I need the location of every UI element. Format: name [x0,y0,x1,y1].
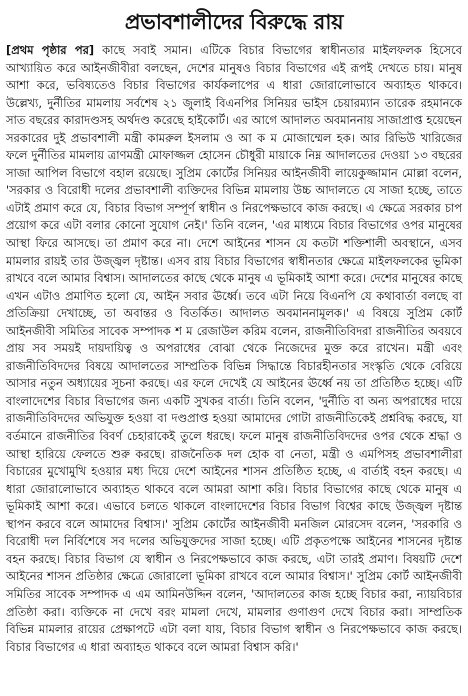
article-body [6,42,462,656]
article-paragraph [6,42,462,656]
article-headline: প্রভাবশালীদের বিরুদ্ধে রায় [124,10,344,34]
continued-from-label: [প্রথম পৃষ্ঠার পর] [6,43,95,57]
paragraph-text: কাছে সবাই সমান। এটিকে বিচার বিভাগের স্বাধীনতার মাইলফলক হিসেবে আখ্যায়িত করে আইনজীবীরা বলছেন, দেশের মানুষও বিচার বিভাগের এই রূপই দেখতে চায়। মানুষ আশা করে, ভবিষ্যতেও বিচার বিভাগের কার্যকলাপের এ ধারা জোরালোভাবে অব্যাহত থাকবে। উল্লেখ্য, দুর্নীতির মামলায় সর্বশেষ ২১ জুলাই বিএনপির সিনিয়র ভাইস চেয়ারম্যান তারেক রহমানকে সাত বছরের কারাদণ্ডসহ অর্থদণ্ড করেছে হাইকোর্ট। এর আগে আদালত অবমাননায় সাজাপ্রাপ্ত হয়েছেন সরকারের দুই প্রভাবশালী মন্ত্রী কামরুল ইসলাম ও আ ক ম মোজাম্মেল হক। আর রিভিউ খারিজের ফলে দুর্নীতির মামলায় ত্রাণমন্ত্রী মোফাজ্জল হোসেন চৌধুরী মায়াকে নিম্ন আদালতের দেওয়া ১৩ বছরের সাজা আপিল বিভাগে বহাল রয়েছে। সুপ্রিম কোর্টের সিনিয়র আইনজীবী লায়েকুজ্জামান মোল্লা বলেন, 'সরকার ও বিরোধী দলের প্রভাবশালী ব্যক্তিদের বিভিন্ন মামলায় উচ্চ আদালতে যে সাজা হচ্ছে, তাতে এটাই প্রমাণ করে যে, বিচার বিভাগ সম্পূর্ণ স্বাধীন ও নিরপেক্ষভাবে কাজ করছে। এ ক্ষেত্রে সরকার চাপ প্রয়োগ করে এটা বলার কোনো সুযোগ নেই।' তিনি বলেন, 'এর মাধ্যমে বিচার বিভাগের ওপর মানুষের আস্থা ফিরে আসছে। তা প্রমাণ করে না। দেশে আইনের শাসন যে কতটা শক্তিশালী অবস্থানে, এসব মামলার রায়ই তার উজ্জ্বল দৃষ্টান্ত। এসব রায় বিচার বিভাগের স্বাধীনতার ক্ষেত্রে মাইলফলকের ভূমিকা রাখবে বলে আমার বিশ্বাস। আদালতের কাছে থেকে মানুষ এ ভূমিকাই আশা করে। দেশের মানুষের কাছে এখন এটাও প্রমাণিত হলো যে, আইন সবার ঊর্ধ্বে। তবে এটা নিয়ে বিএনপি যে কথাবার্তা বলছে বা প্রতিক্রিয়া দেখাচ্ছে, তা অবান্তর ও বিতর্কিত। আদালত অবমাননামূলক।' এ বিষয়ে সুপ্রিম কোর্ট আইনজীবী সমিতির সাবেক সম্পাদক শ ম রেজাউল করিম বলেন, রাজনীতিবিদরা রাজনীতির অবয়বে প্রায় সব সময়ই দায়দায়িত্ব ও অপরাধের বোঝা থেকে নিজেদের মুক্ত করে রাখেন। মন্ত্রী এবং রাজনীতিবিদদের বিষয়ে আদালতের সাম্প্রতিক বিভিন্ন সিদ্ধান্তে বিচারহীনতার সংস্কৃতি থেকে বেরিয়ে আসার নতুন অধ্যায়ের সূচনা করছে। এর ফলে দেখেই যে আইনের ঊর্ধ্বে নয় তা প্রতিষ্ঠিত হচ্ছে। এটি বাংলাদেশের বিচার বিভাগের জন্য একটি সুখকর বার্তা। তিনি বলেন, 'দুর্নীতি বা অন্য অপরাধের দায়ে রাজনীতিবিদদের অভিযুক্ত হওয়া বা দণ্ডপ্রাপ্ত হওয়া আমাদের গোটা রাজনীতিকেই প্রশ্নবিদ্ধ করছে, যা বর্তমানে রাজনীতির বিবর্ণ চেহারাকেই তুলে ধরছে। ফলে মানুষ রাজনীতিবিদদের ওপর থেকে শ্রদ্ধা ও আস্থা হারিয়ে ফেলতে শুরু করছে। রাজনৈতিক দল হোক বা নেতা, মন্ত্রী ও এমপিসহ প্রভাবশালীরা বিচারের মুখোমুখি হওয়ার মধ্য দিয়ে দেশে আইনের শাসন প্রতিষ্ঠিত হচ্ছে, এ বার্তাই বহন করছে। এ ধারা জোরালোভাবে অব্যাহত থাকবে বলে আমরা আশা করি। বিচার বিভাগের কাছে থেকে মানুষ এ ভূমিকাই আশা করে। এভাবে চলতে থাকলে বাংলাদেশের বিচার বিভাগ বিশ্বের কাছে উজ্জ্বল দৃষ্টান্ত স্থাপন করবে বলে আমাদের বিশ্বাস।' সুপ্রিম কোর্টের আইনজীবী মনজিল মোরসেদ বলেন, 'সরকারি ও বিরোধী দল নির্বিশেষে সব দলের অভিযুক্তদের সাজা হচ্ছে। এটি প্রকৃতপক্ষে আইনের শাসনের দৃষ্টান্ত বহন করছে। বিচার বিভাগ যে স্বাধীন ও নিরপেক্ষভাবে কাজ করছে, এটা তারই প্রমাণ। বিষয়টি দেশে আইনের শাসন প্রতিষ্ঠার ক্ষেত্রে জোরালো ভূমিকা রাখবে বলে আমার বিশ্বাস।' সুপ্রিম কোর্ট আইনজীবী সমিতির সাবেক সম্পাদক এ এম আমিনউদ্দিন বলেন, 'আদালতের কাজ হচ্ছে বিচার করা, ন্যায়বিচার প্রতিষ্ঠা করা। ব্যক্তিকে না দেখে বরং মামলা দেখে, মামলার গুণাগুণ দেখে বিচার করা। সাম্প্রতিক বিভিন্ন মামলার রায়ের প্রেক্ষাপটে এটা বলা যায়, বিচার বিভাগ স্বাধীন ও নিরপেক্ষভাবে কাজ করছে। বিচার বিভাগের এ ধারা অব্যাহত থাকবে বলে আমরা বিশ্বাস করি।' [6,43,462,654]
